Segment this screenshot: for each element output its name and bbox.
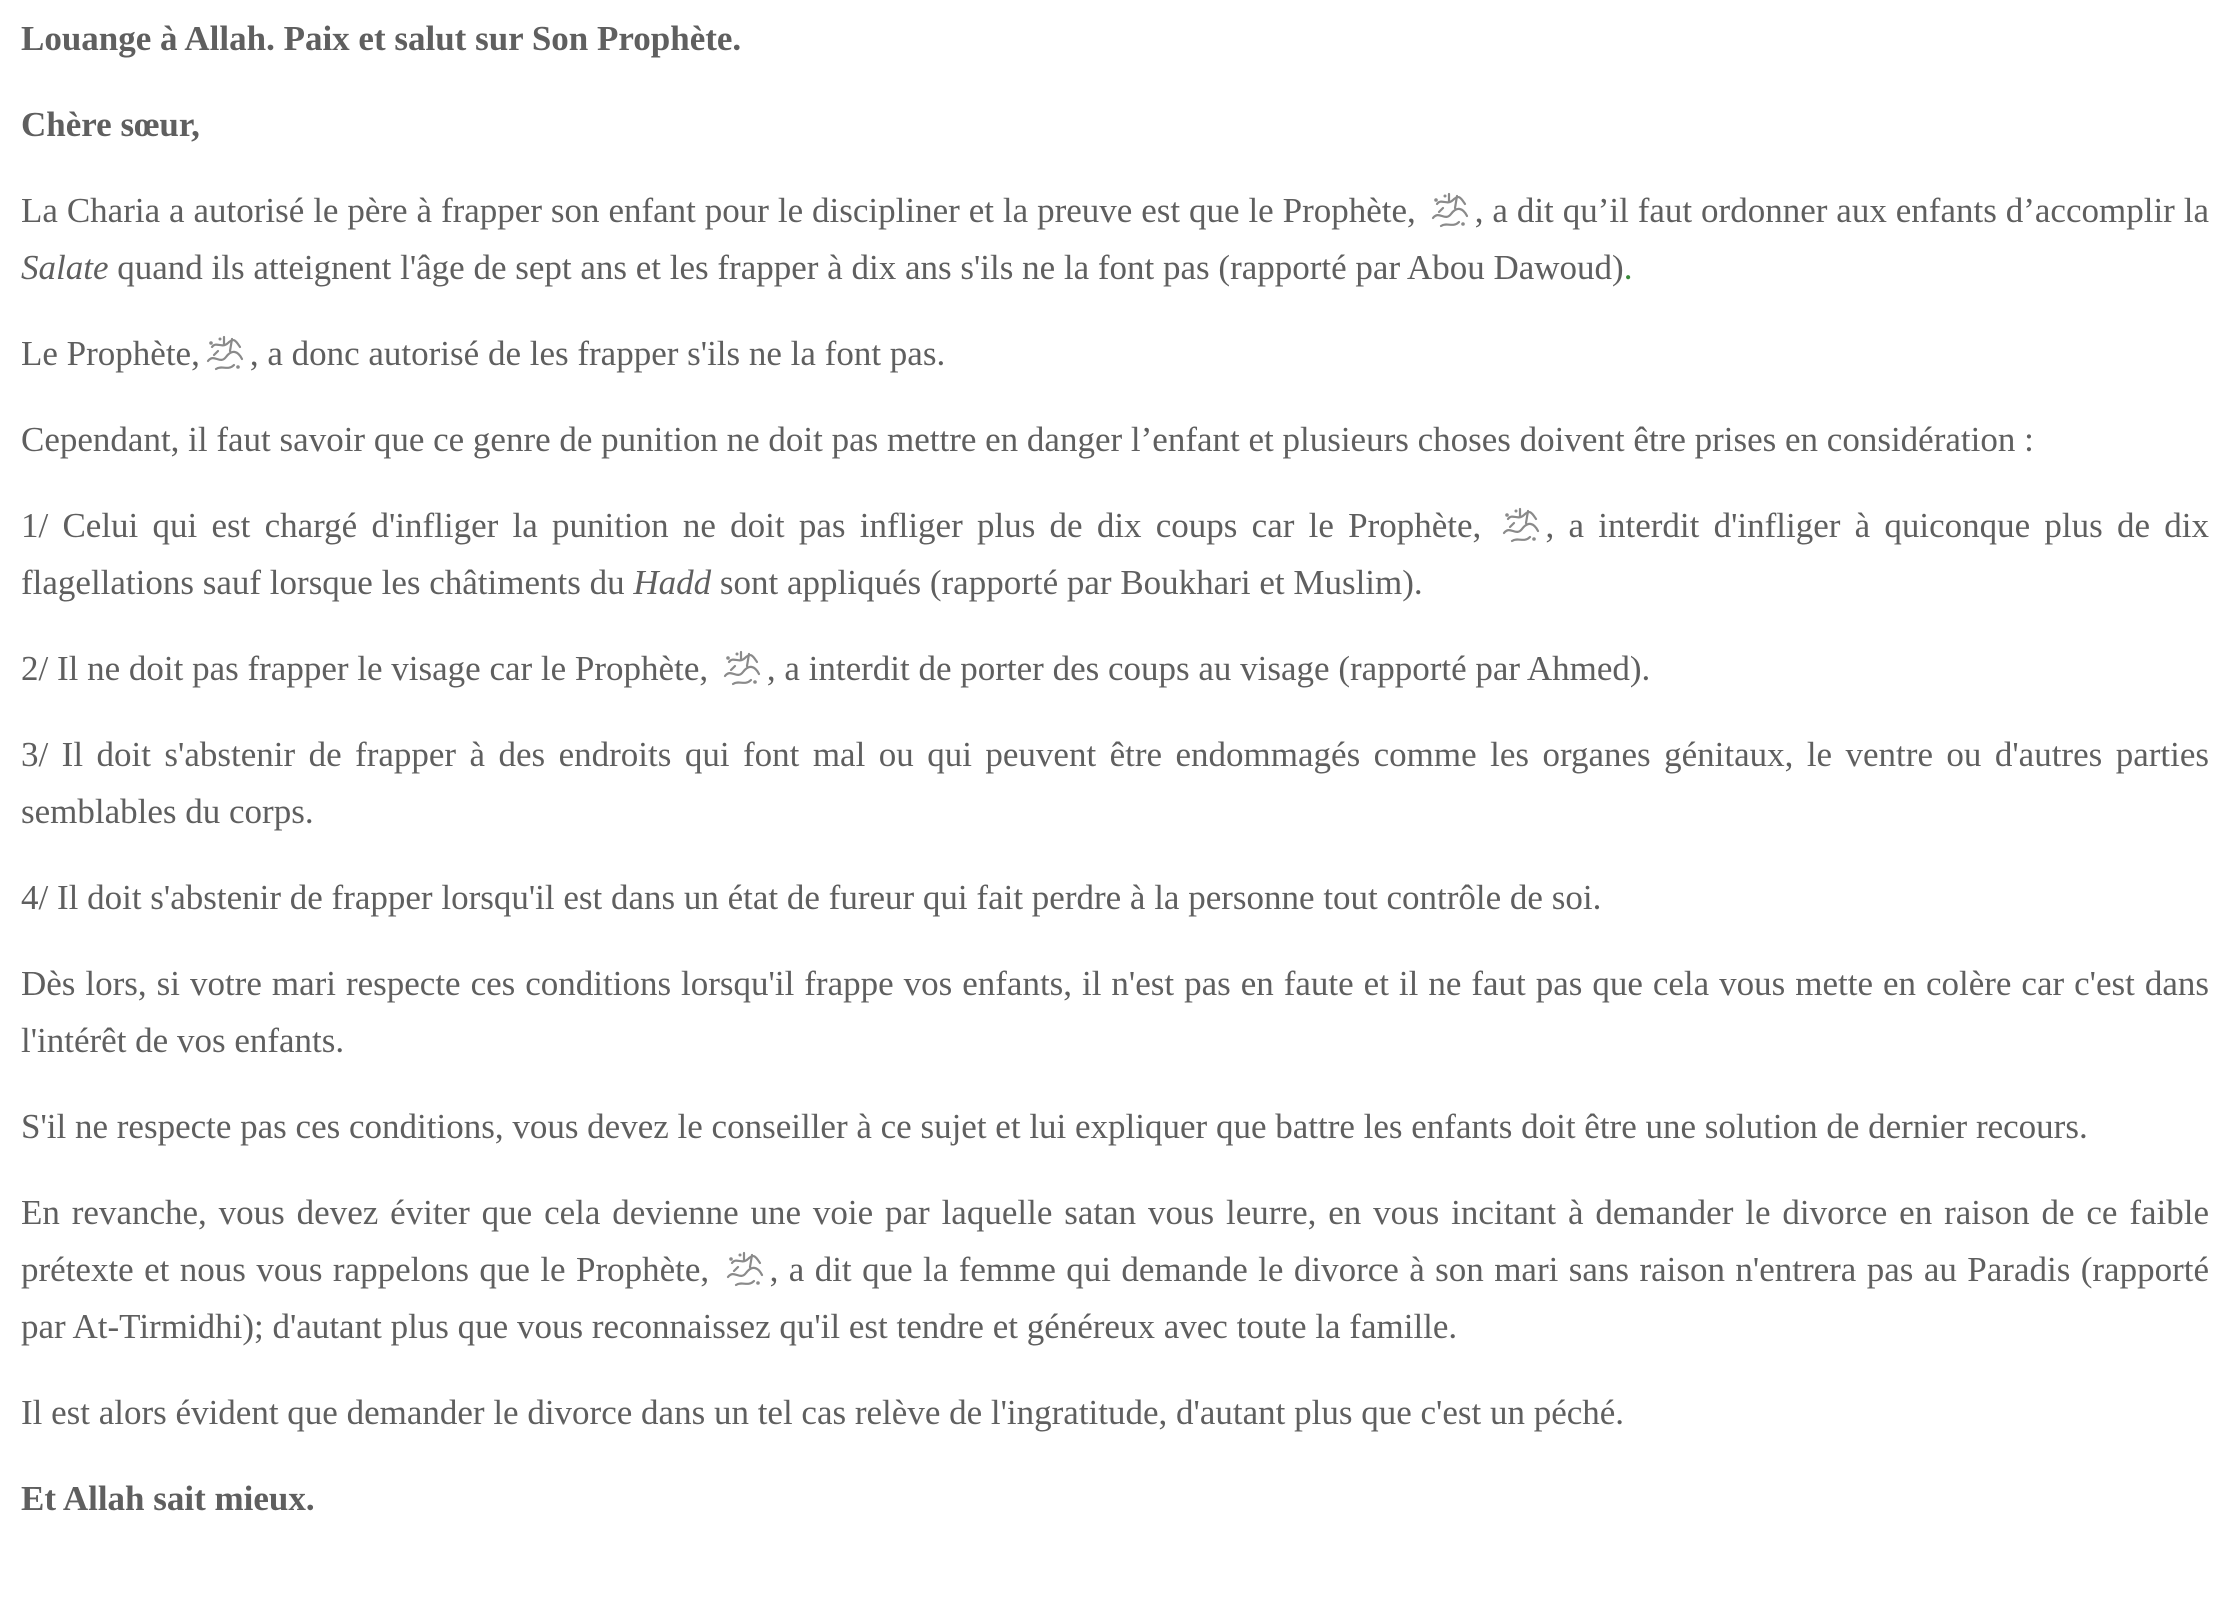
paragraph-condition-4: 4/ Il doit s'abstenir de frapper lorsqu'il est dans un état de fureur qui fait perdre à la personne tout contrôle de soi.	[21, 878, 1602, 917]
paragraph-text: , a interdit d'infliger à quiconque plus de dix flagellations sauf lorsque les châtiments du	[21, 506, 2209, 602]
paragraph-conditions-intro: Cependant, il faut savoir que ce genre de punition ne doit pas mettre en danger l’enfant et plusieurs choses doivent être prises en considération :	[21, 420, 2034, 459]
pbuh-seal-icon	[1498, 503, 1544, 549]
emphasis-hadd: Hadd	[633, 563, 712, 602]
salutation: Louange à Allah. Paix et salut sur Son Prophète.	[21, 19, 742, 58]
paragraph-text: La Charia a autorisé le père à frapper son enfant pour le discipliner et la preuve est que le Prophète,	[21, 191, 1416, 230]
pbuh-seal-icon	[722, 1247, 768, 1293]
pbuh-seal-icon	[719, 646, 765, 692]
paragraph-condition-2	[21, 640, 2209, 697]
paragraph-text: , a interdit de porter des coups au visage (rapporté par Ahmed).	[766, 649, 1651, 688]
fatwa-answer	[21, 10, 2209, 1527]
paragraph-text: , a donc autorisé de les frapper s'ils ne la font pas.	[249, 334, 946, 373]
paragraph-text: , a dit qu’il faut ordonner aux enfants d’accomplir la	[1474, 191, 2210, 230]
green-period: .	[1623, 248, 1633, 287]
paragraph-husband-not-at-fault: Dès lors, si votre mari respecte ces conditions lorsqu'il frappe vos enfants, il n'est pas en faute et il ne faut pas que cela vous mette en colère car c'est dans l'intérêt de vos enfants.	[21, 964, 2209, 1060]
paragraph-text: Le Prophète,	[21, 334, 200, 373]
paragraph-condition-1	[21, 497, 2209, 611]
paragraph-text: En revanche, vous devez éviter que cela devienne une voie par laquelle satan vous leurre, en vous incitant à demander le divorce en raison de ce faible prétexte et nous vous rappelons que le Prophète,	[21, 1193, 2209, 1289]
paragraph-prophet-authorized	[21, 325, 2209, 382]
paragraph-charia-authorization	[21, 182, 2209, 296]
paragraph-ingratitude: Il est alors évident que demander le divorce dans un tel cas relève de l'ingratitude, d'autant plus que c'est un péché.	[21, 1393, 1625, 1432]
pbuh-seal-icon	[202, 331, 248, 377]
emphasis-salate: Salate	[21, 248, 109, 287]
paragraph-text: quand ils atteignent l'âge de sept ans et les frapper à dix ans s'ils ne la font pas (rapporté par Abou Dawoud)	[108, 248, 1624, 287]
paragraph-advise-husband: S'il ne respecte pas ces conditions, vous devez le conseiller à ce sujet et lui expliquer que battre les enfants doit être une solution de dernier recours.	[21, 1107, 2088, 1146]
paragraph-text: sont appliqués (rapporté par Boukhari et Muslim).	[711, 563, 1423, 602]
paragraph-divorce-warning	[21, 1184, 2209, 1355]
pbuh-seal-icon	[1427, 188, 1473, 234]
closing: Et Allah sait mieux.	[21, 1479, 315, 1518]
paragraph-text: 2/ Il ne doit pas frapper le visage car le Prophète,	[21, 649, 709, 688]
paragraph-condition-3: 3/ Il doit s'abstenir de frapper à des endroits qui font mal ou qui peuvent être endommagés comme les organes génitaux, le ventre ou d'autres parties semblables du corps.	[21, 735, 2209, 831]
paragraph-text: , a dit que la femme qui demande le divorce à son mari sans raison n'entrera pas au Paradis (rapporté par At-Tirmidhi); d'autant plus que vous reconnaissez qu'il est tendre et généreux avec toute la famille.	[21, 1250, 2209, 1346]
paragraph-text: 1/ Celui qui est chargé d'infliger la punition ne doit pas infliger plus de dix coups car le Prophète,	[21, 506, 1482, 545]
greeting: Chère sœur,	[21, 105, 200, 144]
